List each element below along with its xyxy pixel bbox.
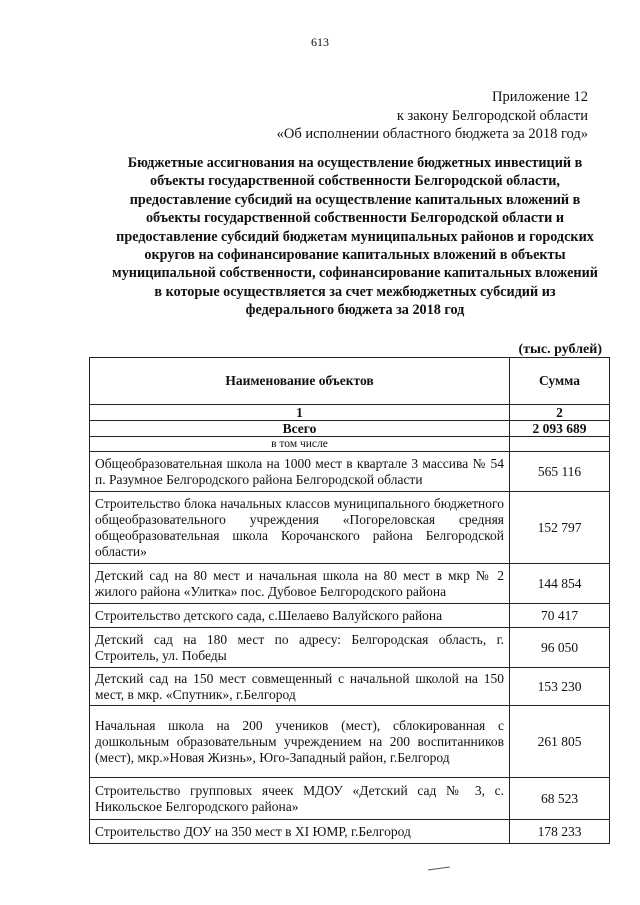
total-row [90, 421, 610, 437]
header-sum: Сумма [510, 358, 610, 405]
object-name: Детский сад на 180 мест по адресу: Белгородская область, г. Строитель, ул. Победы [90, 628, 510, 668]
table-header-row [90, 358, 610, 405]
object-name: Строительство групповых ячеек МДОУ «Детский сад № 3, с. Никольское Белгородского района» [90, 778, 510, 820]
object-name: Общеобразовательная школа на 1000 мест в квартале 3 массива № 54 п. Разумное Белгородского района Белгородской области [90, 452, 510, 492]
object-sum: 565 116 [510, 452, 610, 492]
annex-line-1: Приложение 12 [492, 89, 588, 105]
document-title [92, 154, 618, 320]
object-name: Строительство детского сада, с.Шелаево Валуйского района [90, 604, 510, 628]
object-sum: 70 417 [510, 604, 610, 628]
scan-mark [428, 866, 450, 872]
total-value: 2 093 689 [510, 421, 610, 437]
table-row [90, 492, 610, 564]
units-label: (тыс. рублей) [518, 342, 602, 357]
page-number: 613 [311, 35, 329, 49]
object-sum: 153 230 [510, 668, 610, 706]
title-line: муниципальной собственности, софинансирование капитальных вложений [112, 265, 598, 282]
title-line: федерального бюджета за 2018 год [245, 302, 465, 319]
table-row [90, 668, 610, 706]
budget-table [89, 357, 610, 844]
object-sum: 178 233 [510, 820, 610, 844]
annex-line-2: к закону Белгородской области [396, 107, 588, 124]
title-line: объекты государственной собственности Белгородской области и [145, 210, 565, 227]
object-sum: 261 805 [510, 706, 610, 778]
total-label: Всего [90, 421, 510, 437]
object-name: Строительство блока начальных классов муниципального бюджетного общеобразовательного учреждения «Погореловская средняя общеобразовательная школа Корочанского района Белгородской области» [90, 492, 510, 564]
title-line: в которые осуществляется за счет межбюджетных субсидий из [154, 283, 556, 300]
object-sum: 152 797 [510, 492, 610, 564]
object-sum: 144 854 [510, 564, 610, 604]
column-number-2: 2 [510, 405, 610, 421]
table-row [90, 628, 610, 668]
object-sum: 68 523 [510, 778, 610, 820]
table-row [90, 820, 610, 844]
title-line: Бюджетные ассигнования на осуществление бюджетных инвестиций в [127, 155, 583, 171]
annex-header [277, 88, 588, 144]
object-name: Детский сад на 80 мест и начальная школа на 80 мест в мкр № 2 жилого района «Улитка» пос. Дубовое Белгородского района [90, 564, 510, 604]
column-numbers-row [90, 405, 610, 421]
table-row [90, 778, 610, 820]
table-row [90, 564, 610, 604]
column-number-1: 1 [90, 405, 510, 421]
table-row [90, 604, 610, 628]
annex-line-3: «Об исполнении областного бюджета за 2018 год» [276, 126, 588, 142]
table-row [90, 452, 610, 492]
object-sum: 96 050 [510, 628, 610, 668]
title-line: предоставление субсидий на осуществление капитальных вложений в [129, 191, 581, 208]
table-row [90, 706, 610, 778]
including-empty [510, 437, 610, 452]
title-line: объекты государственной собственности Белгородской области, [150, 173, 560, 190]
including-row [90, 437, 610, 452]
header-name: Наименование объектов [90, 358, 510, 405]
object-name: Строительство ДОУ на 350 мест в XI ЮМР, г.Белгород [90, 820, 510, 844]
object-name: Детский сад на 150 мест совмещенный с начальной школой на 150 мест, в мкр. «Спутник», г.Белгород [90, 668, 510, 706]
object-name: Начальная школа на 200 учеников (мест), сблокированная с дошкольным образовательным учреждением на 200 воспитанников (мест), мкр.»Новая Жизнь», Юго-Западный район, г.Белгород [90, 706, 510, 778]
title-line: предоставление субсидий бюджетам муниципальных районов и городских [116, 228, 594, 245]
including-label: в том числе [90, 437, 510, 452]
title-line: округов на софинансирование капитальных вложений в объекты [144, 247, 566, 264]
